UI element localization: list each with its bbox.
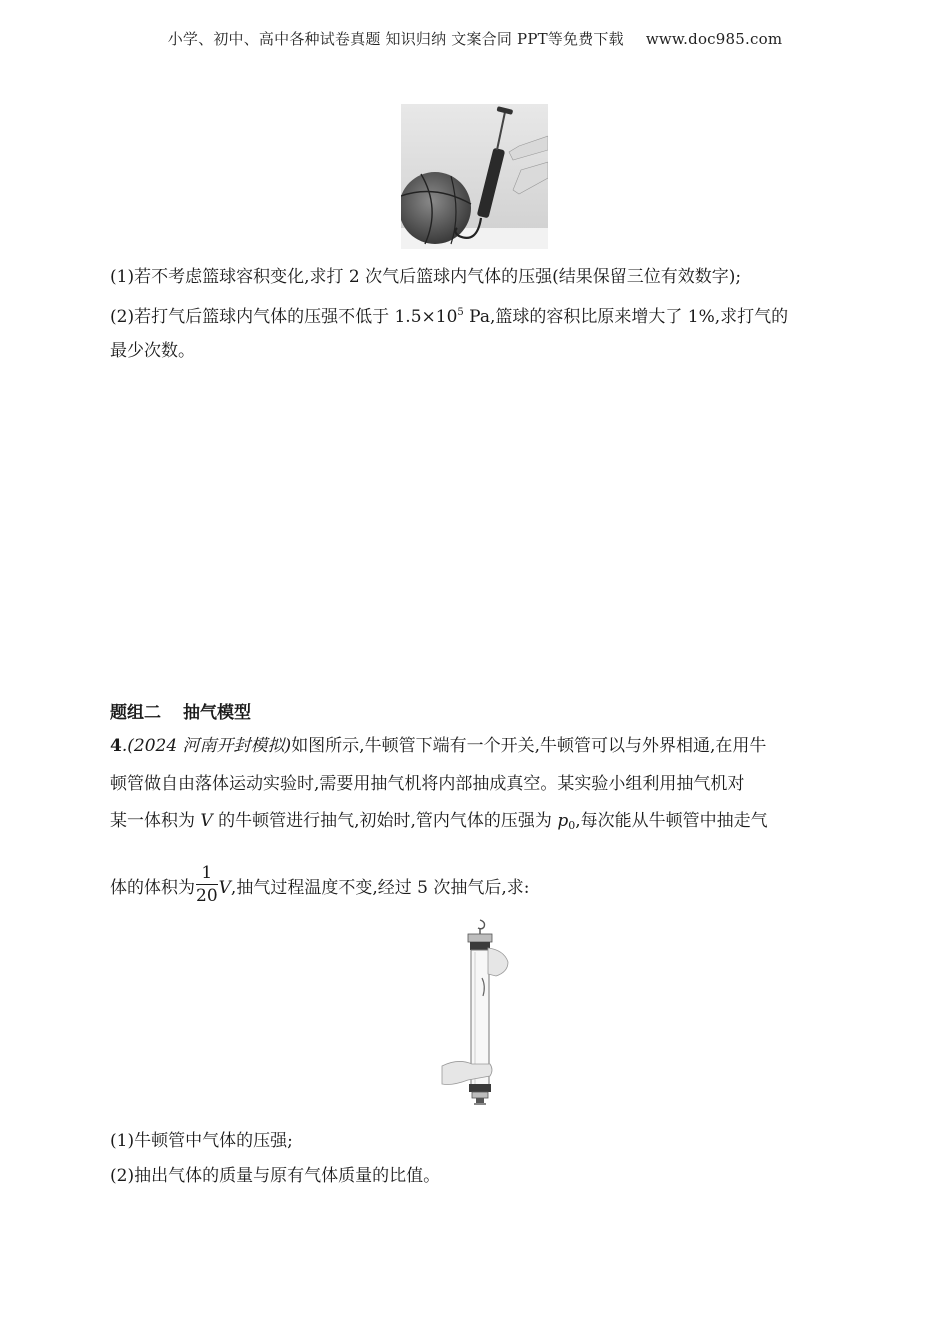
basketball-pump-figure [401,104,548,249]
problem4-line3 [110,810,768,837]
section-title: 抽气模型 [183,703,251,723]
problem4-line1-text: 如图所示,牛顿管下端有一个开关,牛顿管可以与外界相通,在用牛 [291,736,767,756]
line3-text-b: 的牛顿管进行抽气,初始时,管内气体的压强为 [212,811,558,831]
section-label: 题组二 [110,703,161,723]
problem4-question1: (1)牛顿管中气体的压强; [110,1131,293,1151]
q2-text-part2: Pa,篮球的容积比原来增大了 1%,求打气的 [463,307,789,327]
line3-text-a: 某一体积为 [110,811,201,831]
header-url[interactable]: www.doc985.com [645,30,783,48]
problem4-line2: 顿管做自由落体运动实验时,需要用抽气机将内部抽成真空。某实验小组利用抽气机对 [110,774,745,794]
problem-source: .(2024 河南开封模拟) [121,736,292,756]
section-heading [110,698,251,723]
line4-text-b: ,抽气过程温度不变,经过 5 次抽气后,求: [230,878,530,898]
fraction-denominator: 20 [196,886,218,906]
var-V: V [200,811,213,831]
problem4-question2: (2)抽出气体的质量与原有气体质量的比值。 [110,1166,441,1186]
problem4-line4 [110,863,530,911]
sub-zero: 0 [568,819,576,832]
fraction-numerator: 1 [196,862,218,885]
q2-exponent: 5 [457,307,464,318]
newton-tube-figure [438,918,518,1110]
problem3-question2-line2: 最少次数。 [110,341,195,361]
var-V2: V [218,878,231,898]
q2-text-part1: (2)若打气后篮球内气体的压强不低于 1.5×10 [110,307,458,327]
problem3-question1: (1)若不考虑篮球容积变化,求打 2 次气后篮球内气体的压强(结果保留三位有效数字); [110,267,742,287]
fraction [196,862,218,907]
header-text: 小学、初中、高中各种试卷真题 知识归纳 文案合同 PPT等免费下载 [167,30,624,48]
line4-text-a: 体的体积为 [110,878,195,898]
problem4-line1 [110,735,766,757]
line3-text-c: ,每次能从牛顿管中抽走气 [575,811,768,831]
problem-number: 4 [110,736,122,756]
page-header [0,28,950,49]
problem3-question2 [110,302,788,328]
var-p: p [557,811,569,831]
